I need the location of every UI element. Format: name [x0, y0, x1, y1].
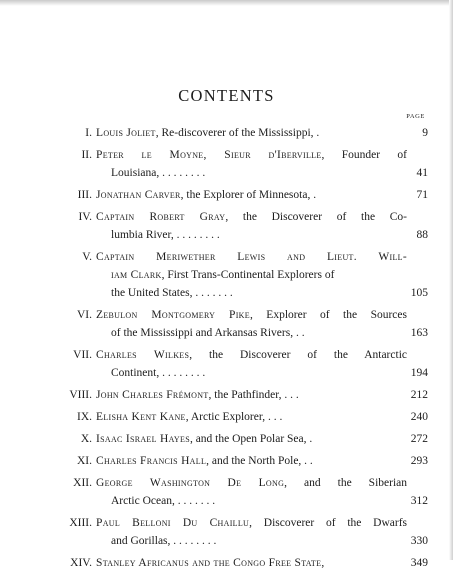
entry-title-continued: Continent, . . . . . . . .	[111, 367, 206, 379]
entry-title: Captain Robert Gray, the Discoverer of the Co-	[96, 211, 407, 223]
entry-number: XII.	[73, 477, 92, 489]
entry-page: 41	[416, 167, 428, 179]
entry-title: George Washington De Long, and the Siberian	[96, 477, 408, 489]
toc-entry	[0, 244, 453, 302]
toc-entry	[0, 470, 453, 510]
entry-page: 105	[410, 287, 428, 299]
entry-title: Jonathan Carver, the Explorer of Minnesota, .	[96, 189, 317, 201]
entry-page: 240	[410, 411, 428, 423]
page-shadow-top	[0, 0, 453, 6]
entry-number: VI.	[76, 309, 92, 321]
entry-title: Peter le Moyne, Sieur d'Iberville, Founder of	[96, 149, 407, 161]
entry-page: 71	[416, 189, 428, 201]
toc-entry	[0, 426, 453, 448]
entry-page: 212	[410, 389, 428, 401]
toc-entry	[0, 550, 453, 572]
entry-number: II.	[81, 149, 92, 161]
page-column-header: PAGE	[406, 113, 425, 120]
entry-title-continued: Arctic Ocean, . . . . . . .	[111, 495, 216, 507]
entry-title-continued: and Gorillas, . . . . . . . .	[111, 535, 217, 547]
page-title: CONTENTS	[178, 86, 275, 105]
entry-page: 194	[410, 367, 428, 379]
entry-number: XI.	[76, 455, 92, 467]
toc-entry	[0, 342, 453, 382]
entry-number: VIII.	[69, 389, 92, 401]
toc-entry	[0, 302, 453, 342]
entry-number: XIV.	[70, 557, 92, 569]
toc-entry	[0, 204, 453, 244]
entry-number: IV.	[78, 211, 92, 223]
toc-entry	[0, 404, 453, 426]
entry-title: Charles Wilkes, the Discoverer of the Antarctic	[96, 349, 407, 361]
entry-title-continued: the United States, . . . . . . .	[111, 287, 233, 299]
entry-title: Charles Francis Hall, and the North Pole, . .	[96, 455, 313, 467]
entry-page: 330	[410, 535, 428, 547]
entry-title: Zebulon Montgomery Pike, Explorer of the Sources	[96, 309, 407, 321]
toc-entry	[0, 448, 453, 470]
entry-number: V.	[82, 251, 92, 263]
entry-title: John Charles Frémont, the Pathfinder, . . .	[96, 389, 299, 401]
entry-number: VII.	[73, 349, 92, 361]
toc-entry	[0, 510, 453, 550]
entry-page: 88	[416, 229, 428, 241]
entry-title: Elisha Kent Kane, Arctic Explorer, . . .	[96, 411, 283, 423]
entry-page: 163	[410, 327, 428, 339]
entry-page: 312	[410, 495, 428, 507]
entry-title: Stanley Africanus and the Congo Free State,	[96, 557, 325, 569]
entry-number: X.	[80, 433, 92, 445]
entry-number: I.	[85, 127, 92, 139]
entry-title: Paul Belloni Du Chaillu, Discoverer of the Dwarfs	[96, 517, 407, 529]
entry-title: Captain Meriwether Lewis and Lieut. Will-	[96, 251, 407, 263]
entry-title-continued: iam Clark, First Trans-Continental Explorers of	[111, 269, 335, 281]
entry-page: 349	[410, 557, 428, 569]
toc-entry	[0, 382, 453, 404]
entry-number: III.	[77, 189, 92, 201]
toc-entry	[0, 182, 453, 204]
toc-entry	[0, 142, 453, 182]
entry-page: 9	[422, 127, 428, 139]
entry-title-continued: lumbia River, . . . . . . . .	[111, 229, 220, 241]
entry-number: XIII.	[69, 517, 92, 529]
entry-page: 272	[410, 433, 428, 445]
entry-title-continued: of the Mississippi and Arkansas Rivers, . .	[111, 327, 305, 339]
entry-title: Louis Joliet, Re-discoverer of the Mississippi, .	[96, 127, 320, 139]
entry-page: 293	[410, 455, 428, 467]
entry-number: IX.	[76, 411, 92, 423]
entry-title-continued: Louisiana, . . . . . . . .	[111, 167, 206, 179]
table-of-contents	[0, 120, 453, 572]
entry-title: Isaac Israel Hayes, and the Open Polar Sea, .	[96, 433, 313, 445]
toc-entry	[0, 120, 453, 142]
